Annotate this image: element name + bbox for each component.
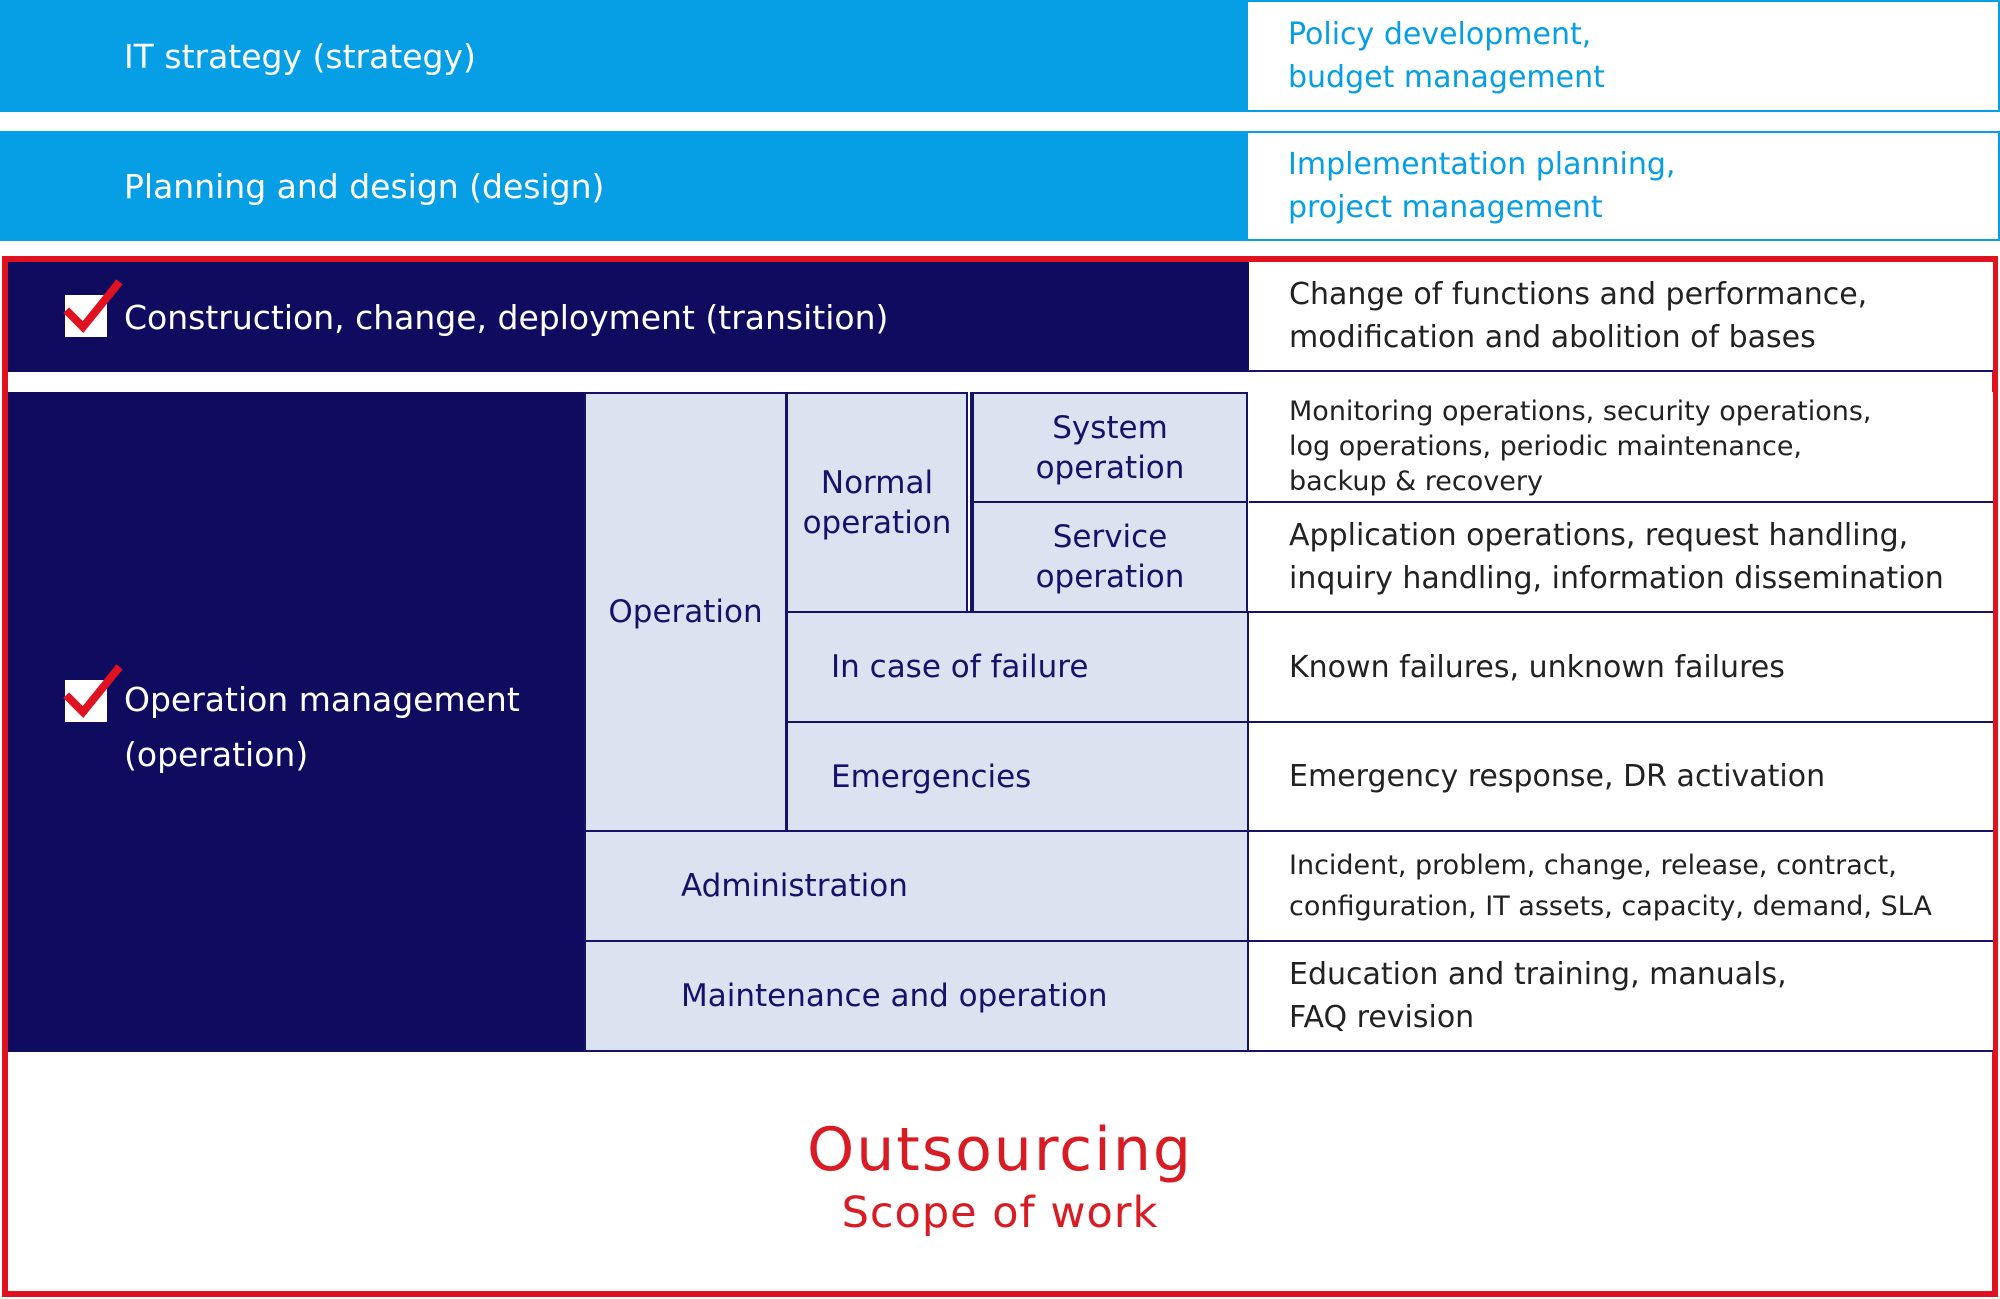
transition-desc-line2: modification and abolition of bases: [1289, 320, 1816, 355]
strategy-desc-line1: Policy development,: [1288, 17, 1592, 52]
design-label: Planning and design (design): [124, 166, 605, 206]
emergencies-desc: [1249, 723, 1993, 832]
service-operation-cell: [970, 501, 1248, 613]
outsourcing-caption: [0, 1112, 2000, 1238]
maintenance-desc-line2: FAQ revision: [1289, 1000, 1475, 1035]
maintenance-label: Maintenance and operation: [681, 978, 1108, 1014]
outsourcing-title: Outsourcing: [807, 1115, 1193, 1185]
normal-operation-line2: operation: [802, 504, 952, 541]
transition-bar: [8, 262, 1249, 372]
strategy-bar: [0, 0, 1249, 112]
maintenance-desc: [1249, 942, 1993, 1052]
administration-desc-line2: configuration, IT assets, capacity, demand, SLA: [1289, 891, 1932, 922]
normal-operation-line1: Normal: [820, 464, 934, 501]
operation-cell-label: Operation: [608, 594, 763, 630]
transition-desc-line1: Change of functions and performance,: [1289, 277, 1868, 312]
administration-desc-line1: Incident, problem, change, release, contract,: [1289, 850, 1897, 881]
service-operation-line1: Service: [1052, 519, 1168, 555]
normal-operation-cell: [786, 392, 968, 613]
system-desc-line2: log operations, periodic maintenance,: [1289, 431, 1803, 462]
operation-checkbox-checked-icon: [65, 680, 107, 722]
emergencies-cell: [786, 721, 1249, 832]
maintenance-cell: [584, 940, 1249, 1052]
failure-cell: [786, 611, 1249, 723]
administration-label: Administration: [681, 868, 908, 904]
operation-management-label-line1: Operation management: [124, 680, 520, 719]
transition-desc: [1249, 262, 1993, 372]
system-operation-line1: System: [1052, 409, 1168, 446]
system-desc-line3: backup & recovery: [1289, 466, 1543, 497]
operation-cell: [584, 392, 787, 832]
maintenance-desc-line1: Education and training, manuals,: [1289, 957, 1787, 992]
strategy-desc: [1248, 0, 2000, 112]
emergencies-label: Emergencies: [831, 758, 1032, 795]
design-desc: [1248, 131, 2000, 241]
administration-desc: [1249, 832, 1993, 942]
outsourcing-subtitle: Scope of work: [841, 1188, 1159, 1238]
failure-desc: [1249, 613, 1993, 723]
service-operation-desc: [1249, 503, 1993, 613]
strategy-desc-line2: budget management: [1288, 60, 1605, 95]
failure-label: In case of failure: [831, 649, 1089, 685]
transition-label: Construction, change, deployment (transition): [124, 297, 889, 337]
design-desc-line1: Implementation planning,: [1288, 147, 1676, 182]
system-operation-desc: [1249, 392, 1993, 503]
administration-cell: [584, 830, 1249, 942]
emergencies-desc-text: Emergency response, DR activation: [1289, 759, 1826, 794]
system-operation-line2: operation: [1035, 449, 1185, 486]
strategy-label: IT strategy (strategy): [124, 36, 476, 76]
system-desc-line1: Monitoring operations, security operations,: [1289, 396, 1872, 427]
operation-management-label-line2: (operation): [124, 735, 309, 774]
service-operation-line2: operation: [1035, 559, 1185, 595]
failure-desc-text: Known failures, unknown failures: [1289, 649, 1785, 685]
design-bar: [0, 131, 1249, 241]
service-desc-line1: Application operations, request handling,: [1289, 518, 1909, 553]
transition-checkbox-checked-icon: [65, 295, 107, 337]
operation-management-label: [124, 672, 520, 782]
system-operation-cell: [970, 392, 1248, 503]
service-desc-line2: inquiry handling, information dissemination: [1289, 561, 1944, 596]
design-desc-line2: project management: [1288, 190, 1603, 225]
